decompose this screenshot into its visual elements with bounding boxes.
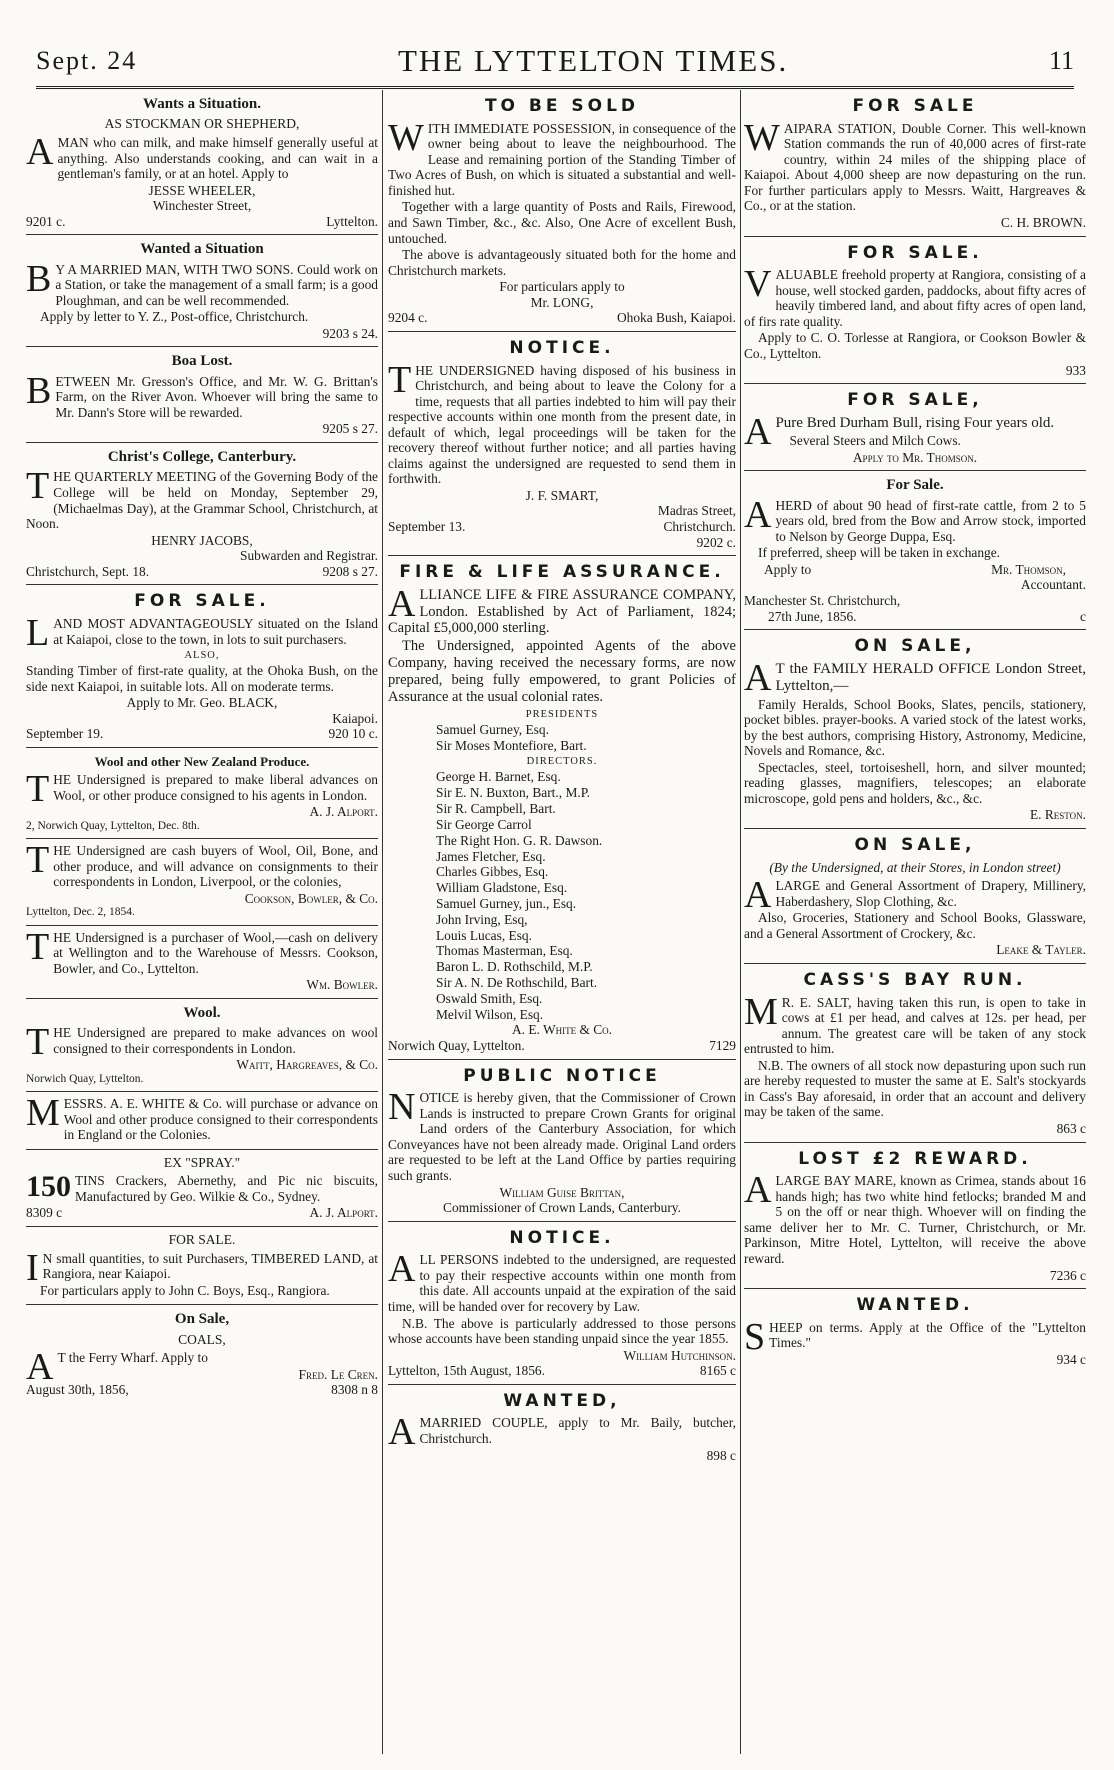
ad-body-2: Together with a large quantity of Posts and Rails, Firewood, and Sawn Timber, &c., &c. Also, One Acre of excellent Bush, untouched. <box>388 199 736 246</box>
ad-body: T the Ferry Wharf. Apply to <box>57 1350 208 1366</box>
ad-title: On Sale, <box>174 1311 230 1328</box>
ad-ref: 863 c <box>1056 1121 1086 1137</box>
drop-cap: I <box>26 1246 39 1289</box>
ad-title: Wants a Situation. <box>143 96 261 112</box>
ad-subhead: COALS, <box>178 1331 226 1347</box>
ad-address: Norwich Quay, Lyttelton. <box>388 1038 525 1054</box>
ad-date: September 13. <box>388 519 466 535</box>
ad-ref: 9203 s 24. <box>322 325 378 341</box>
ad-date: September 19. <box>26 726 104 742</box>
column-3 <box>744 90 1086 1754</box>
ad-body: HE Undersigned are cash buyers of Wool, Oil, Bone, and other produce, and will advance on consignments to their correspondents in London, Liverpool, or the colonies, <box>53 843 378 890</box>
ad-subhead: EX "SPRAY." <box>163 1154 241 1170</box>
ad-headline: FOR SALE. <box>847 242 983 263</box>
drop-cap: T <box>26 925 50 968</box>
directors-label: DIRECTORS. <box>526 756 598 768</box>
drop-cap: N <box>388 1086 416 1129</box>
ad-headline: ON SALE, <box>854 834 976 855</box>
ad-body-2: Several Steers and Milch Cows. <box>789 433 961 449</box>
ad-body: ITH IMMEDIATE POSSESSION, in consequence of the owner being about to leave the neighbourhood. The Lease and remaining portion of the Standing Timber of Two Acres of Bush, on which is situated a substantial and well-finished hut. <box>388 120 736 198</box>
ad-freehold-rangiora <box>744 237 1086 385</box>
ad-ref: c <box>1080 608 1086 624</box>
ad-signature: William Hutchinson. <box>623 1347 736 1363</box>
ad-coals <box>26 1305 378 1403</box>
ad-ref: 898 c <box>706 1447 736 1463</box>
ad-body: N small quantities, to suit Purchasers, TIMBERED LAND, at Rangiora, near Kaiapoi. <box>42 1250 378 1282</box>
ad-ref: 9202 c. <box>696 534 736 550</box>
ad-date: Lyttelton, Dec. 2, 1854. <box>26 906 135 919</box>
ad-body: AND MOST ADVANTAGEOUSLY situated on the Island at Kaiapoi, close to the town, in lots to suit purchasers. <box>53 615 378 647</box>
ad-body: R. E. SALT, having taken this run, is open to take in cows at £1 per head, and calves at 12s. per head, per annum. The greatest care will be taken of any stock entrusted to him. <box>744 994 1086 1057</box>
president-name: Sir Moses Montefiore, Bart. <box>436 737 587 753</box>
ad-headline: FOR SALE, <box>847 390 983 411</box>
director-name: Oswald Smith, Esq. <box>436 990 543 1006</box>
ad-herd-cattle <box>744 471 1086 630</box>
director-name: George H. Barnet, Esq. <box>436 769 561 785</box>
ad-signature-title: Subwarden and Registrar. <box>240 548 378 564</box>
director-name: Sir E. N. Buxton, Bart., M.P. <box>436 785 591 801</box>
drop-cap: M <box>744 990 778 1033</box>
ad-body: LLIANCE LIFE & FIRE ASSURANCE COMPANY, London. Established by Act of Parliament, 1824; Capital £5,000,000 sterling. <box>388 586 736 637</box>
ad-body: HERD of about 90 head of first-rate cattle, from 2 to 5 years old, bred from the Bow and Arrow stock, imported to Nelson by George Duppa, Esq. <box>775 497 1086 544</box>
ad-subhead: AS STOCKMAN OR SHEPHERD, <box>104 116 300 132</box>
drop-cap: V <box>744 263 772 306</box>
ad-body-2: Standing Timber of first-rate quality, at the Ohoka Bush, on the side next Kaiapoi, in suitable lots. All on moderate terms. <box>26 663 378 694</box>
director-name: The Right Hon. G. R. Dawson. <box>436 832 603 848</box>
ad-title: Wool. <box>183 1004 221 1021</box>
ad-ref: 920 10 c. <box>328 726 378 742</box>
ad-body-2: N.B. The above is particularly addressed to those persons whose accounts have been standing unpaid since the year 1855. <box>388 1315 736 1347</box>
drop-cap: A <box>744 1169 772 1212</box>
ad-ref: 934 c <box>1056 1351 1086 1367</box>
director-name: Thomas Masterman, Esq. <box>436 943 573 959</box>
ad-quantity: 150 <box>26 1170 71 1204</box>
director-name: Baron L. D. Rothschild, M.P. <box>436 959 593 975</box>
director-name: Louis Lucas, Esq. <box>436 927 532 943</box>
drop-cap: A <box>388 1248 416 1291</box>
ad-body: TINS Crackers, Abernethy, and Pic nic biscuits, Manufactured by Geo. Wilkie & Co., Sydney. <box>75 1173 378 1204</box>
ad-signature: Mr. Thomson, <box>991 561 1066 577</box>
ad-body-2: Apply by letter to Y. Z., Post-office, Christchurch. <box>40 309 309 325</box>
ad-body: LARGE BAY MARE, known as Crimea, stands about 16 hands high; has two white hind fetlocks; branded M and 5 on the off or near thigh. Whoever will on finding the same deliver her to Mr. C. Turner, Christchurch, or Mr. Parkinson, Mitre Hotel, Lyttelton, will receive the above reward. <box>744 1173 1086 1267</box>
ad-signature: A. J. Alport. <box>309 1205 378 1221</box>
ad-title: Wanted a Situation <box>140 241 264 258</box>
ad-wanted-situation <box>26 235 378 347</box>
ad-body: LL PERSONS indebted to the undersigned, are requested to pay their respective accounts within one month from this date. All accounts unpaid at the expiration of the said time, will be handed over for recovery by Law. <box>388 1252 736 1315</box>
ad-signature: Leake & Tayler. <box>996 942 1086 958</box>
ad-ref: 7236 c <box>1049 1267 1086 1283</box>
ad-signature: Cookson, Bowler, & Co. <box>244 890 378 906</box>
ad-durham-bull <box>744 384 1086 471</box>
ad-date: 27th June, 1856. <box>768 608 857 624</box>
ad-body-2: Apply to C. O. Torlesse at Rangiora, or Cookson Bowler & Co., Lyttelton. <box>744 330 1086 361</box>
ad-title: Wool and other New Zealand Produce. <box>94 753 310 769</box>
president-name: Samuel Gurney, Esq. <box>436 721 549 737</box>
ad-place: Ohoka Bush, Kaiapoi. <box>616 310 736 326</box>
ad-date: Lyttelton, 15th August, 1856. <box>388 1363 545 1379</box>
director-name: Sir A. N. De Rothschild, Bart. <box>436 975 598 991</box>
drop-cap: W <box>388 116 424 159</box>
ad-headline: NOTICE. <box>509 1227 615 1248</box>
ad-body: HE UNDERSIGNED having disposed of his business in Christchurch, and being about to leave the Colony for a time, requests that all parties indebted to him will pay their respective accounts within one month from the present date, in default of which, legal proceedings will be taken for the recovery thereof without further notice; and all parties having claims against the undersigned are requested to send them in forthwith. <box>388 362 736 487</box>
ad-signature: Waitt, Hargreaves, & Co. <box>236 1057 378 1073</box>
ad-address: Norwich Quay, Lyttelton. <box>26 1072 144 1085</box>
ad-address: 2, Norwich Quay, Lyttelton, Dec. 8th. <box>26 819 200 832</box>
ad-ref: 9208 s 27. <box>322 563 378 579</box>
drop-cap: T <box>388 358 412 401</box>
ad-body: LARGE and General Assortment of Drapery, Millinery, Haberdashery, Slop Clothing, &c. <box>775 878 1086 909</box>
ad-headline: NOTICE. <box>509 337 615 358</box>
ad-headline: TO BE SOLD <box>484 96 640 116</box>
director-name: John Irving, Esq, <box>436 911 528 927</box>
ad-cass-bay-run <box>744 964 1086 1143</box>
ad-apply: Apply to <box>764 561 812 577</box>
ad-body-2: The Undersigned, appointed Agents of the above Company, having received the necessary forms, are now prepared, being fully empowered, to grant Policies of Assurance at the usual colonial rates. <box>388 638 736 705</box>
ad-wool-purchaser <box>26 926 378 999</box>
ad-signature: Fred. Le Cren. <box>298 1366 378 1382</box>
director-name: Sir R. Campbell, Bart. <box>436 801 556 817</box>
ad-body: Pure Bred Durham Bull, rising Four years old. <box>775 414 1055 431</box>
ad-ref: 7129 <box>709 1038 736 1054</box>
director-name: Sir George Carrol <box>436 816 532 832</box>
ad-body-2: For particulars apply to John C. Boys, Esq., Rangiora. <box>40 1282 330 1298</box>
drop-cap: T <box>26 768 50 811</box>
director-name: William Gladstone, Esq. <box>436 880 568 896</box>
ad-wool-produce <box>26 748 378 839</box>
drop-cap: B <box>26 257 52 300</box>
drop-cap: M <box>26 1092 60 1135</box>
ad-headline: FOR SALE. <box>134 591 270 612</box>
ad-body: MARRIED COUPLE, apply to Mr. Baily, butcher, Christchurch. <box>419 1415 736 1447</box>
drop-cap: L <box>26 611 50 654</box>
ad-subtitle: (By the Undersigned, at their Stores, in London street) <box>769 859 1061 875</box>
ad-sheep-wanted <box>744 1289 1086 1372</box>
ad-signature: Apply to Mr. Thomson. <box>852 449 978 465</box>
ad-body-2: Also, Groceries, Stationery and School Books, Glassware, and a General Assortment of Crockery, &c. <box>744 910 1086 941</box>
ad-body-3: Spectacles, steel, tortoiseshell, horn, and silver mounted; reading glasses, magnifiers, telescopes; an elaborate microscope, gold pens and holders, &c., &c. <box>744 759 1086 806</box>
ad-body-2: N.B. The owners of all stock now depasturing upon such run are hereby requested to muster the same at E. Salt's stockyards in Cass's Bay aforesaid, in order that an account and delivery may be taken of the same. <box>744 1057 1086 1120</box>
ad-signature: Wm. Bowler. <box>306 977 378 993</box>
ad-notice-hutchinson <box>388 1222 736 1385</box>
ad-body: HE Undersigned are prepared to make advances on wool consigned to their correspondents in London. <box>53 1025 378 1056</box>
column-2 <box>388 90 736 1754</box>
ad-body-2: Family Heralds, School Books, Slates, pencils, stationery, pocket bibles. prayer-books. A varied stock of the latest works, by the best authors, comprising History, Astronomy, Medicine, Novels and Romance, &c. <box>744 696 1086 759</box>
ad-body-3: The above is advantageously situated both for the home and Christchurch markets. <box>388 247 736 278</box>
ad-signature-name: Mr. LONG, <box>530 294 594 310</box>
ad-place: Manchester St. Christchurch, <box>744 592 901 608</box>
drop-cap: A <box>744 410 772 453</box>
ad-white-co <box>26 1092 378 1150</box>
drop-cap: A <box>26 131 54 174</box>
ad-headline: CASS'S BAY RUN. <box>803 969 1027 990</box>
column-divider <box>382 90 383 1754</box>
ad-ref: 9204 c. <box>388 310 428 326</box>
ad-headline: WANTED. <box>856 1295 974 1316</box>
ad-signature: J. F. SMART, <box>525 487 599 503</box>
ad-lost-reward <box>744 1143 1086 1290</box>
ad-waipara-station <box>744 90 1086 237</box>
drop-cap: A <box>744 874 772 917</box>
ad-body: AIPARA STATION, Double Corner. This well-known Station commands the run of 40,000 acres of first-rate country, within 24 miles of the shipping place of Kaiapoi. About 4,000 sheep are now depasturing on the run. For further particulars apply to Messrs. Waitt, Hargreaves & Co., or at the station. <box>744 120 1086 214</box>
column-divider <box>740 90 741 1754</box>
ad-wants-situation <box>26 90 378 235</box>
ad-headline: LOST £2 REWARD. <box>798 1148 1032 1169</box>
ad-signature: For particulars apply to <box>499 279 625 295</box>
ad-ref: 933 <box>1065 362 1086 378</box>
drop-cap: T <box>26 465 50 508</box>
ad-wool-advances <box>26 999 378 1092</box>
presidents-label: PRESIDENTS <box>525 708 599 720</box>
ad-signature: C. H. BROWN. <box>1000 215 1086 230</box>
page-number: 11 <box>1048 46 1074 75</box>
ad-fire-life-assurance <box>388 556 736 1059</box>
ad-body: T the FAMILY HERALD OFFICE London Street, Lyttelton,— <box>775 660 1086 695</box>
ad-title: Boa Lost. <box>171 353 233 370</box>
drop-cap: S <box>744 1315 766 1358</box>
ad-body: HE Undersigned is a purchaser of Wool,—cash on delivery at Wellington and to the Warehouse of Messrs. Cookson, Bowler, and Co., Lyttelton. <box>53 929 378 976</box>
ad-headline: FIRE & LIFE ASSURANCE. <box>399 562 725 583</box>
drop-cap: W <box>744 116 780 159</box>
ad-land-for-sale <box>26 585 378 748</box>
drop-cap: A <box>744 493 772 536</box>
director-name: James Fletcher, Esq. <box>436 848 546 864</box>
ad-date: Christchurch, Sept. 18. <box>26 563 150 579</box>
ad-family-herald <box>744 630 1086 829</box>
column-1 <box>26 90 378 1754</box>
ad-address: Madras Street, <box>657 503 736 519</box>
issue-date: Sept. 24 <box>36 46 138 75</box>
drop-cap: T <box>26 1021 50 1064</box>
director-name: Melvil Wilson, Esq. <box>436 1006 544 1022</box>
ad-body: HEEP on terms. Apply at the Office of the "Lyttelton Times." <box>769 1319 1086 1351</box>
ad-cash-buyers <box>26 839 378 926</box>
drop-cap: A <box>26 1346 54 1389</box>
ad-subhead: FOR SALE. <box>168 1232 236 1248</box>
ad-title: Christ's College, Canterbury. <box>107 449 297 466</box>
ad-signature-title: Commissioner of Crown Lands, Canterbury. <box>443 1200 681 1216</box>
ad-date: August 30th, 1856, <box>26 1382 129 1398</box>
ad-also: ALSO, <box>184 650 220 662</box>
ad-body: ESSRS. A. E. WHITE & Co. will purchase or advance on Wool and other produce consigned to their correspondents in England or the Colonies. <box>63 1096 378 1143</box>
drop-cap: T <box>26 839 50 882</box>
ad-body: ETWEEN Mr. Gresson's Office, and Mr. W. G. Brittan's Farm, on the River Avon. Whoever will bring the same to Mr. Dann's Store will be rewarded. <box>55 373 378 420</box>
ad-notice-smart <box>388 332 736 556</box>
ad-public-notice <box>388 1060 736 1222</box>
ad-wanted-couple <box>388 1385 736 1468</box>
ad-signature: A. J. Alport. <box>309 804 378 820</box>
director-name: Samuel Gurney, jun., Esq. <box>436 895 577 911</box>
ad-ref: 9205 s 27. <box>322 421 378 437</box>
ad-signature: HENRY JACOBS, <box>151 532 253 548</box>
ad-place: Lyttelton. <box>326 213 378 229</box>
ad-to-be-sold <box>388 90 736 332</box>
drop-cap: A <box>388 1411 416 1454</box>
ad-title: For Sale. <box>886 477 944 494</box>
drop-cap: A <box>388 582 416 625</box>
ad-headline: PUBLIC NOTICE <box>463 1065 661 1086</box>
ad-ref: 8308 n 8 <box>331 1382 378 1398</box>
ad-signature: A. E. White & Co. <box>511 1022 613 1038</box>
ad-body: HE QUARTERLY MEETING of the Governing Body of the College will be held on Monday, September 29, (Michaelmas Day), at the Grammar School, Christchurch, at Noon. <box>26 469 378 532</box>
ad-body: ALUABLE freehold property at Rangiora, consisting of a house, well stocked garden, paddocks, about fifty acres of heavily timbered land, and about fifty acres of open land, of firs rate quality. <box>744 267 1086 329</box>
director-name: Charles Gibbes, Esq. <box>436 864 549 880</box>
ad-headline: WANTED, <box>503 1390 621 1411</box>
ad-timbered-land <box>26 1227 378 1305</box>
ad-christs-college <box>26 443 378 585</box>
ad-headline: ON SALE, <box>854 636 976 657</box>
ad-signature: JESSE WHEELER, <box>148 182 256 198</box>
ad-ref: 8309 c <box>26 1205 63 1221</box>
drop-cap: A <box>744 656 772 699</box>
ad-place: Kaiapoi. <box>332 710 378 726</box>
ad-signature: William Guise Brittan, <box>499 1184 625 1200</box>
ad-place: Christchurch. <box>663 519 736 535</box>
ad-boa-lost <box>26 347 378 443</box>
drop-cap: B <box>26 369 52 412</box>
newspaper-title: THE LYTTELTON TIMES. <box>397 43 789 78</box>
ad-body: MAN who can milk, and make himself generally useful at anything. Also understands cooking, and can wait in a gentleman's family, or at an hotel. Apply to <box>57 135 378 182</box>
ad-body: HE Undersigned is prepared to make liberal advances on Wool, or other produce consigned to his agents in London. <box>53 772 378 803</box>
ad-ref: 9201 c. <box>26 213 66 229</box>
ad-ex-spray <box>26 1150 378 1227</box>
ad-body: Y A MARRIED MAN, WITH TWO SONS. Could work on a Station, or take the management of a small farm; is a good Ploughman, and can be well recommended. <box>55 261 378 308</box>
ad-ref: 8165 c <box>699 1363 736 1379</box>
ad-body-2: If preferred, sheep will be taken in exchange. <box>758 545 1001 561</box>
ad-body: OTICE is hereby given, that the Commissioner of Crown Lands is instructed to prepare Crown Grants for original Land orders of the Canterbury Association, for which Conveyances have not been already made. Original Land orders are requested to be left at the Land Office by parties requiring such grants. <box>388 1090 736 1184</box>
ad-drapery <box>744 829 1086 964</box>
ad-signature-title: Accountant. <box>1020 577 1086 593</box>
ad-headline: FOR SALE <box>852 96 978 116</box>
masthead <box>36 36 1074 89</box>
ad-signature: E. Reston. <box>1030 807 1086 823</box>
ad-address: Winchester Street, <box>152 198 252 214</box>
ad-signature: Apply to Mr. Geo. BLACK, <box>126 695 278 711</box>
